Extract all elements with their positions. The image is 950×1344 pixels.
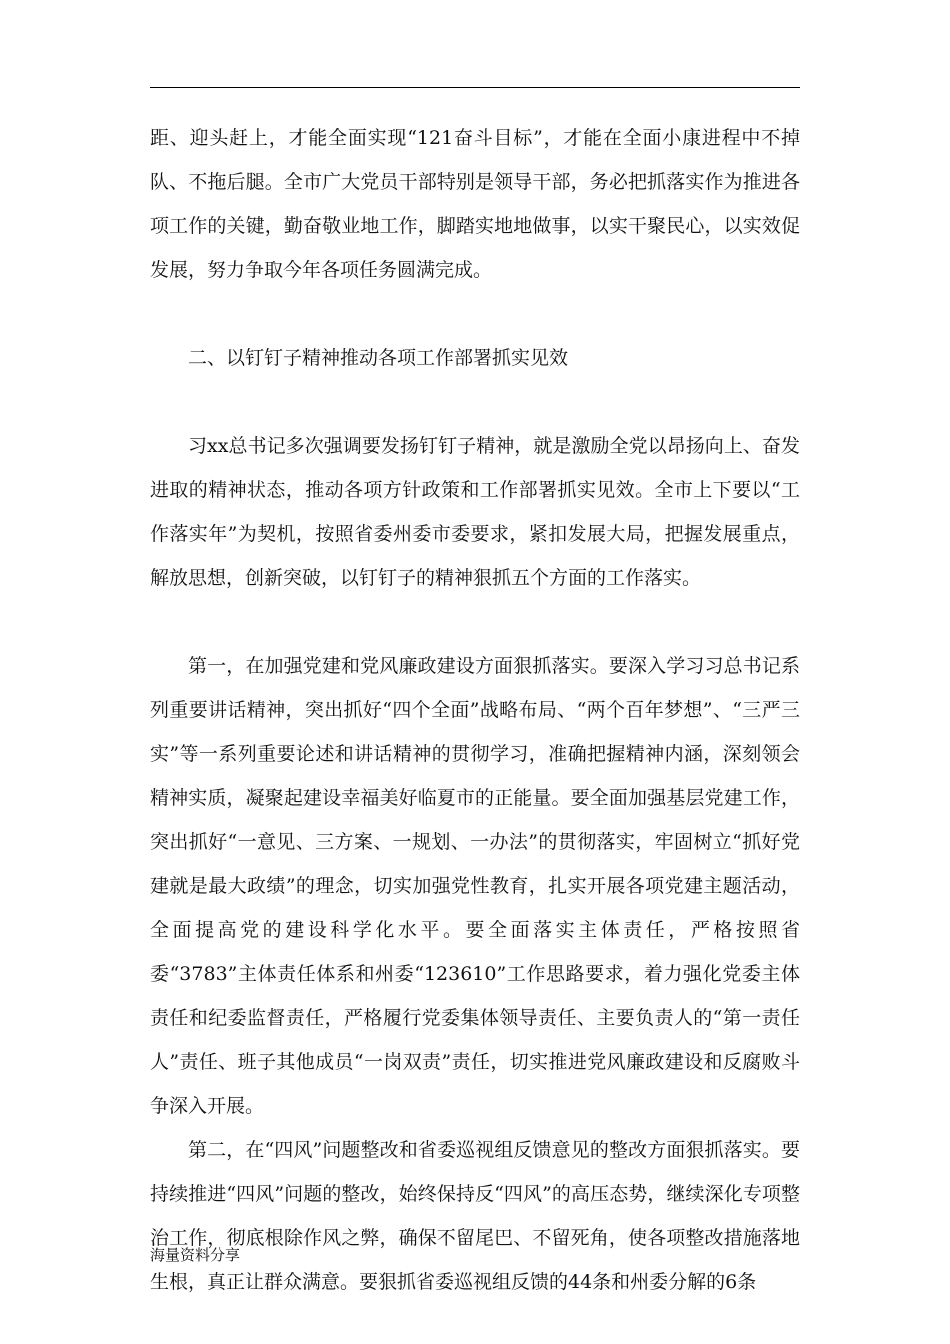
section-heading: 二、以钉钉子精神推动各项工作部署抓实见效 xyxy=(188,347,569,369)
paragraph-first: 第一，在加强党建和党风廉政建设方面狠抓落实。要深入学习习总书记系列重要讲话精神，突出抓好“四个全面”战略布局、“两个百年梦想”、“三严三实”等一系列重要论述和讲话精神的贯彻学习，准确把握精神内涵，深刻领会精神实质，凝聚起建设幸福美好临夏市的正能量。要全面加强基层党建工作，突出抓好“一意见、三方案、一规划、一办法”的贯彻落实，牢固树立“抓好党建就是最大政绩”的理念，切实加强党性教育，扎实开展各项党建主题活动，全面提高党的建设科学化水平。要全面落实主体责任，严格按照省委“3783”主体责任体系和州委“123610”工作思路要求，着力强化党委主体责任和纪委监督责任，严格履行党委集体领导责任、主要负责人的“第一责任人”责任、班子其他成员“一岗双责”责任，切实推进党风廉政建设和反腐败斗争深入开展。 xyxy=(150,655,800,1117)
document-body xyxy=(150,116,800,1304)
paragraph-intro: 习xx总书记多次强调要发扬钉钉子精神，就是激励全党以昂扬向上、奋发进取的精神状态，推动各项方针政策和工作部署抓实见效。全市上下要以“工作落实年”为契机，按照省委州委市委要求，紧扣发展大局，把握发展重点，解放思想，创新突破，以钉钉子的精神狠抓五个方面的工作落实。 xyxy=(150,435,800,589)
paragraph-second: 第二，在“四风”问题整改和省委巡视组反馈意见的整改方面狠抓落实。要持续推进“四风”问题的整改，始终保持反“四风”的高压态势，继续深化专项整治工作，彻底根除作风之弊，确保不留尾巴、不留死角，使各项整改措施落地生根，真正让群众满意。要狠抓省委巡视组反馈的44条和州委分解的6条 xyxy=(150,1139,800,1293)
paragraph-gap xyxy=(150,380,800,424)
paragraph-gap xyxy=(150,600,800,644)
paragraph-gap xyxy=(150,292,800,336)
paragraph-continuation: 距、迎头赶上，才能全面实现“121奋斗目标”，才能在全面小康进程中不掉队、不拖后腿。全市广大党员干部特别是领导干部，务必把抓落实作为推进各项工作的关键，勤奋敬业地工作，脚踏实地地做事，以实干聚民心，以实效促发展，努力争取今年各项任务圆满完成。 xyxy=(150,127,800,281)
footer-text: 海量资料分享 xyxy=(150,1246,241,1264)
header-rule xyxy=(150,87,800,88)
